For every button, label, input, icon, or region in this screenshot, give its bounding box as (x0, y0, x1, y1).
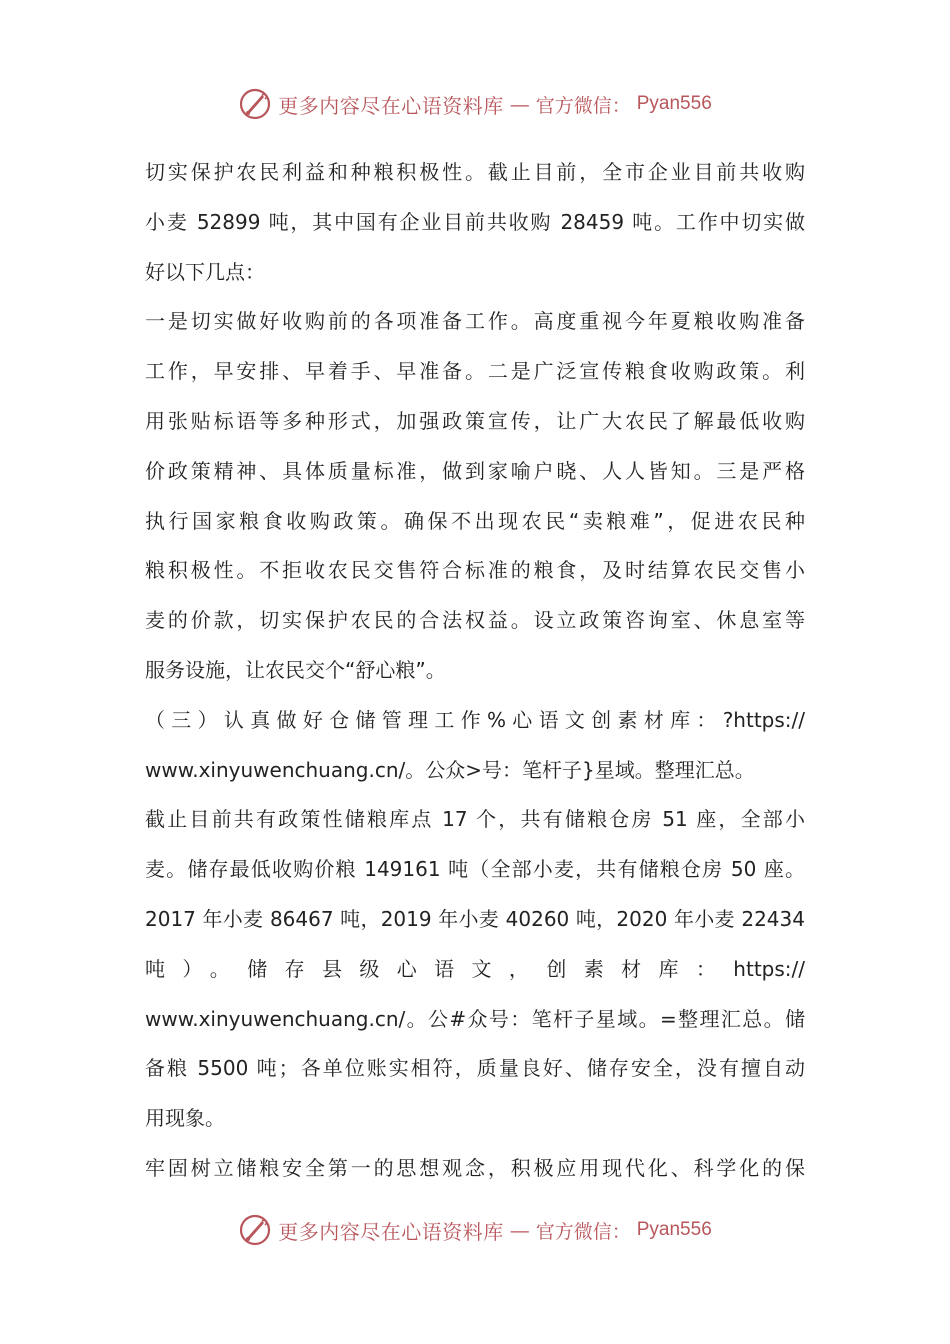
body-line: 小麦 52899 吨，其中国有企业目前共收购 28459 吨。工作中切实做 (145, 209, 805, 234)
wechat-label: 官方微信： (535, 94, 631, 117)
wechat-label: 官方微信： (535, 1220, 631, 1243)
body-line: 麦的价款，切实保护农民的合法权益。设立政策咨询室、休息室等 (145, 608, 805, 633)
header-banner (0, 84, 950, 124)
body-line: 服务设施，让农民交个“舒心粮”。 (145, 657, 446, 682)
banner-title: 更多内容尽在心语资料库 (278, 1219, 504, 1244)
document-body (145, 148, 805, 1194)
section-heading-line: （三）认真做好仓储管理工作%心语文创素材库：?https:// (145, 707, 805, 732)
body-line: 工作，早安排、早着手、早准备。二是广泛宣传粮食收购政策。利 (145, 359, 805, 384)
body-line: 吨）。储存县级心语文，创素材库：https:// (145, 956, 805, 981)
body-line: 价政策精神、具体质量标准，做到家喻户晓、人人皆知。三是严格 (145, 458, 805, 483)
banner-title: 更多内容尽在心语资料库 (278, 93, 504, 118)
body-line: 好以下几点： (145, 259, 265, 284)
banner-separator: — (509, 1218, 530, 1242)
body-line: 麦。储存最低收购价粮 149161 吨（全部小麦，共有储粮仓房 50 座。 (145, 857, 805, 882)
body-line: 一是切实做好收购前的各项准备工作。高度重视今年夏粮收购准备 (145, 309, 805, 334)
body-line: 备粮 5500 吨；各单位账实相符，质量良好、储存安全，没有擅自动 (145, 1056, 805, 1081)
footer-banner (0, 1210, 950, 1250)
wechat-id: Pyan556 (636, 93, 712, 114)
body-line: 执行国家粮食收购政策。确保不出现农民“卖粮难”，促进农民种 (145, 508, 805, 533)
wechat-id: Pyan556 (636, 1219, 712, 1240)
body-line: 切实保护农民利益和种粮积极性。截止目前，全市企业目前共收购 (145, 160, 805, 184)
banner-separator: — (509, 92, 530, 116)
quill-logo-icon (238, 1213, 272, 1247)
body-line: 截止目前共有政策性储粮库点 17 个，共有储粮仓房 51 座，全部小 (145, 807, 805, 832)
body-line: www.xinyuwenchuang.cn/。公众>号：笔杆子}星域。整理汇总。 (145, 757, 755, 782)
body-line: 用现象。 (145, 1106, 225, 1131)
body-line: 牢固树立储粮安全第一的思想观念，积极应用现代化、科学化的保 (145, 1155, 805, 1180)
body-line: 2017 年小麦 86467 吨，2019 年小麦 40260 吨，2020 年小麦 22434 (145, 906, 805, 931)
body-line: 粮积极性。不拒收农民交售符合标准的粮食，及时结算农民交售小 (145, 558, 805, 583)
quill-logo-icon (238, 87, 272, 121)
body-line: 用张贴标语等多种形式，加强政策宣传，让广大农民了解最低收购 (145, 408, 805, 433)
body-line: www.xinyuwenchuang.cn/。公#众号：笔杆子星域。=整理汇总。储 (145, 1006, 805, 1031)
